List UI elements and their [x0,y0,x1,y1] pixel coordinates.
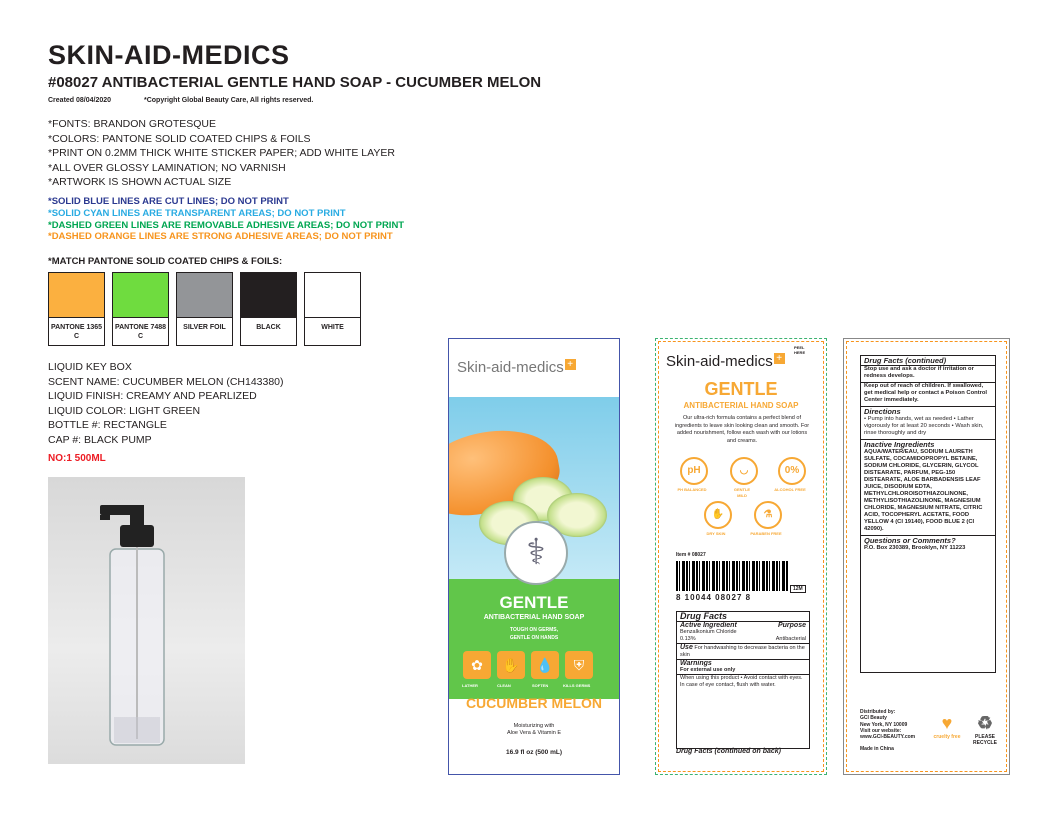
net-size: 16.9 fl oz (500 mL) [506,749,562,756]
key-line: LIQUID COLOR: LIGHT GREEN [48,404,201,417]
liquid-key-box [48,360,284,447]
line-legend [48,196,404,243]
gentle-icon: ◡ [730,457,758,485]
circle-label: PH BALANCED [677,487,707,492]
bottle-number: NO:1 500ML [48,453,106,464]
front-tagline: TOUGH ON GERMS, [510,627,558,633]
distributor-line: Distributed by: [860,709,896,715]
created-date: Created 08/04/2020 [48,97,112,104]
note: *FONTS: BRANDON GROTESQUE [48,118,217,130]
chip-swatch [241,273,296,318]
kills-germs-icon: ⛨ [565,651,593,679]
plus-icon: + [565,359,576,370]
drug-facts-heading: Drug Facts [680,611,728,621]
circle-label: ALCOHOL FREE [774,487,806,492]
key-line: LIQUID FINISH: CREAMY AND PEARLIZED [48,390,257,402]
external-use: For external use only [680,667,736,673]
note: *ARTWORK IS SHOWN ACTUAL SIZE [48,176,232,188]
front-subtitle: ANTIBACTERIAL HAND SOAP [483,614,585,621]
chip-label: BLACK [256,324,281,331]
match-title: *MATCH PANTONE SOLID COATED CHIPS & FOILS: [48,256,283,267]
key-line: SCENT NAME: CUCUMBER MELON (CH143380) [48,375,284,388]
side-brand [666,353,785,370]
directions-heading: Directions [864,407,901,416]
line-note: *SOLID CYAN LINES ARE TRANSPARENT AREAS; DO NOT PRINT [48,207,346,219]
stop-use: Stop use and ask a doctor if irritation or redness develops. [864,366,974,379]
side-label [655,338,827,775]
lather-icon: ✿ [463,651,491,679]
inactive-heading: Inactive Ingredients [864,440,935,449]
peel-here: PEEL HERE [794,345,806,355]
distributor-line: www.GCI-BEAUTY.com [860,734,916,741]
line-note: *DASHED GREEN LINES ARE REMOVABLE ADHESIVE AREAS; DO NOT PRINT [48,219,405,231]
ph-icon: pH [680,457,708,485]
print-notes [48,117,395,190]
address: P.O. Box 230389, Brooklyn, NY 11223 [864,545,966,551]
warnings-heading: Warnings [680,660,712,667]
benefit-icons [461,651,611,679]
cruelty-free-text: cruelty free [933,734,961,740]
line-note: *SOLID BLUE LINES ARE CUT LINES; DO NOT PRINT [48,196,289,207]
cruelty-free-badge [932,713,962,740]
uses-row [677,644,809,659]
chip-swatch [49,273,104,318]
front-title: GENTLE [499,593,569,612]
circle-label: DRY SKIN [706,531,726,536]
pao-badge: 12M [790,585,806,593]
uses-heading: Use [680,644,693,651]
benz-percent: 0.13% [680,636,696,642]
barcode [676,561,788,591]
color-chip [240,272,297,346]
front-label [448,338,620,775]
scent-name: CUCUMBER MELON [465,695,603,711]
distributor-line: New York, NY 10009 [860,721,908,728]
drug-facts-box [676,611,810,749]
side-description: Our ultra-rich formula contains a perfect blend of ingredients to leave skin looking clean and smooth. For added nourishment, follow each wash with our lotions and creams. [674,415,810,444]
side-brand-text: Skin-aid-medics [666,353,773,370]
color-chip [112,272,169,346]
chip-swatch [305,273,360,318]
caduceus-icon: ⚕ [504,521,568,585]
recycle-badge [968,713,1002,746]
key-line: BOTTLE #: RECTANGLE [48,419,167,431]
recycle-icon: ♻ [976,713,994,733]
benefit-label: CLEAN [497,683,511,688]
plus-icon: + [774,353,785,364]
front-brand [457,359,576,376]
chip-label: PANTONE 1365 C [50,324,103,340]
paraben-free-icon: ⚗ [754,501,782,529]
drug-facts-continued-heading: Drug Facts (continued) [864,356,947,365]
circle-label: MILD [737,493,747,498]
distributor-line: GCI Beauty [860,715,887,722]
side-title: GENTLE [704,379,778,399]
pump-bottle-icon [48,477,245,764]
benz-name: Benzalkonium Chloride [680,629,737,635]
key-line: LIQUID KEY BOX [48,361,132,373]
moisturizing-text: Moisturizing with [513,723,555,729]
heart-icon: ♥ [941,713,953,733]
drug-facts-continued-box [860,355,996,673]
alcohol-free-icon: 0% [778,457,806,485]
benefit-label: KILLS GERMS [563,683,591,688]
color-chip [48,272,105,346]
circle-label: GENTLE [733,487,751,492]
directions: • Pump into hands, wet as needed • Lather vigorously for at least 20 seconds • Wash skin, rinse thoroughly and dry [864,416,984,436]
note: *COLORS: PANTONE SOLID COATED CHIPS & FOILS [48,132,311,145]
front-brand-text: Skin-aid-medics [457,359,564,376]
circle-label: PARABEN FREE [750,531,782,536]
item-number: Item # 08027 [676,552,706,558]
purpose-label: Purpose [777,622,806,629]
benz-purpose: Antibacterial [775,636,806,642]
questions-heading: Questions or Comments? [864,536,956,545]
note: *ALL OVER GLOSSY LAMINATION; NO VARNISH [48,161,286,174]
chip-swatch [177,273,232,318]
copyright: *Copyright Global Beauty Care, All rights reserved. [144,97,314,104]
clean-icon: ✋ [497,651,525,679]
recycle-text: PLEASE RECYCLE [973,734,997,746]
active-ingredient-label: Active Ingredient [680,622,737,629]
distributor-line: Visit our website: [860,727,902,734]
benefit-label: SOFTEN [532,683,549,688]
chip-label: PANTONE 7488 C [114,324,167,340]
inactive-ingredients: AQUA/WATER/EAU, SODIUM LAURETH SULFATE, COCAMIDOPROPYL BETAINE, SODIUM CHLORIDE, GLYCERIN, GLYCOL DISTEARATE, PARFUM, PEG-150 DISTEARATE, ALOE BARBADENSIS LEAF JUICE, DISODIUM EDTA, METHYLCHLOROISOTHIAZOLINONE, METHYLISOTHIAZOLINONE, MAGNESIUM CHLORIDE, MAGNESIUM NITRATE, CITRIC ACID, TOCOPHERYL ACETATE, FOOD YELLOW 4 (CI 19140), FOOD BLUE 2 (CI 42090). [864,449,983,532]
back-label [843,338,1010,775]
chip-swatch [113,273,168,318]
benefit-label: LATHER [462,683,478,688]
key-line: CAP #: BLACK PUMP [48,433,152,446]
chip-label: SILVER FOIL [183,324,226,331]
barcode-number: 8 10044 08027 8 [676,593,752,602]
keep-out: Keep out of reach of children. If swallowed, get medical help or contact a Poison Control Center immediately. [864,383,988,403]
brand-title: SKIN-AID-MEDICS [48,40,290,70]
soften-icon: 💧 [531,651,559,679]
bottle-photo [48,477,245,764]
benz-row [677,636,809,643]
uses-text: For handwashing to decrease bacteria on the skin [680,645,805,658]
distributor [860,709,915,753]
color-chip [176,272,233,346]
continued-note: Drug Facts (continued on back) [676,748,782,755]
moisturizing-text: Aloe Vera & Vitamin E [506,730,561,736]
product-subtitle: #08027 ANTIBACTERIAL GENTLE HAND SOAP - CUCUMBER MELON [48,74,542,91]
front-tagline: GENTLE ON HANDS [509,635,559,641]
note: *PRINT ON 0.2MM THICK WHITE STICKER PAPER; ADD WHITE LAYER [48,147,395,159]
made-in: Made in China [860,746,894,753]
side-subtitle: ANTIBACTERIAL HAND SOAP [683,401,799,410]
when-using: When using this product • Avoid contact with eyes. In case of eye contact, flush with water. [680,675,803,688]
line-note: *DASHED ORANGE LINES ARE STRONG ADHESIVE AREAS; DO NOT PRINT [48,231,393,243]
active-ingredient-heading [677,622,809,629]
color-chip [304,272,361,346]
chip-label: WHITE [321,324,344,331]
dry-skin-icon: ✋ [704,501,732,529]
